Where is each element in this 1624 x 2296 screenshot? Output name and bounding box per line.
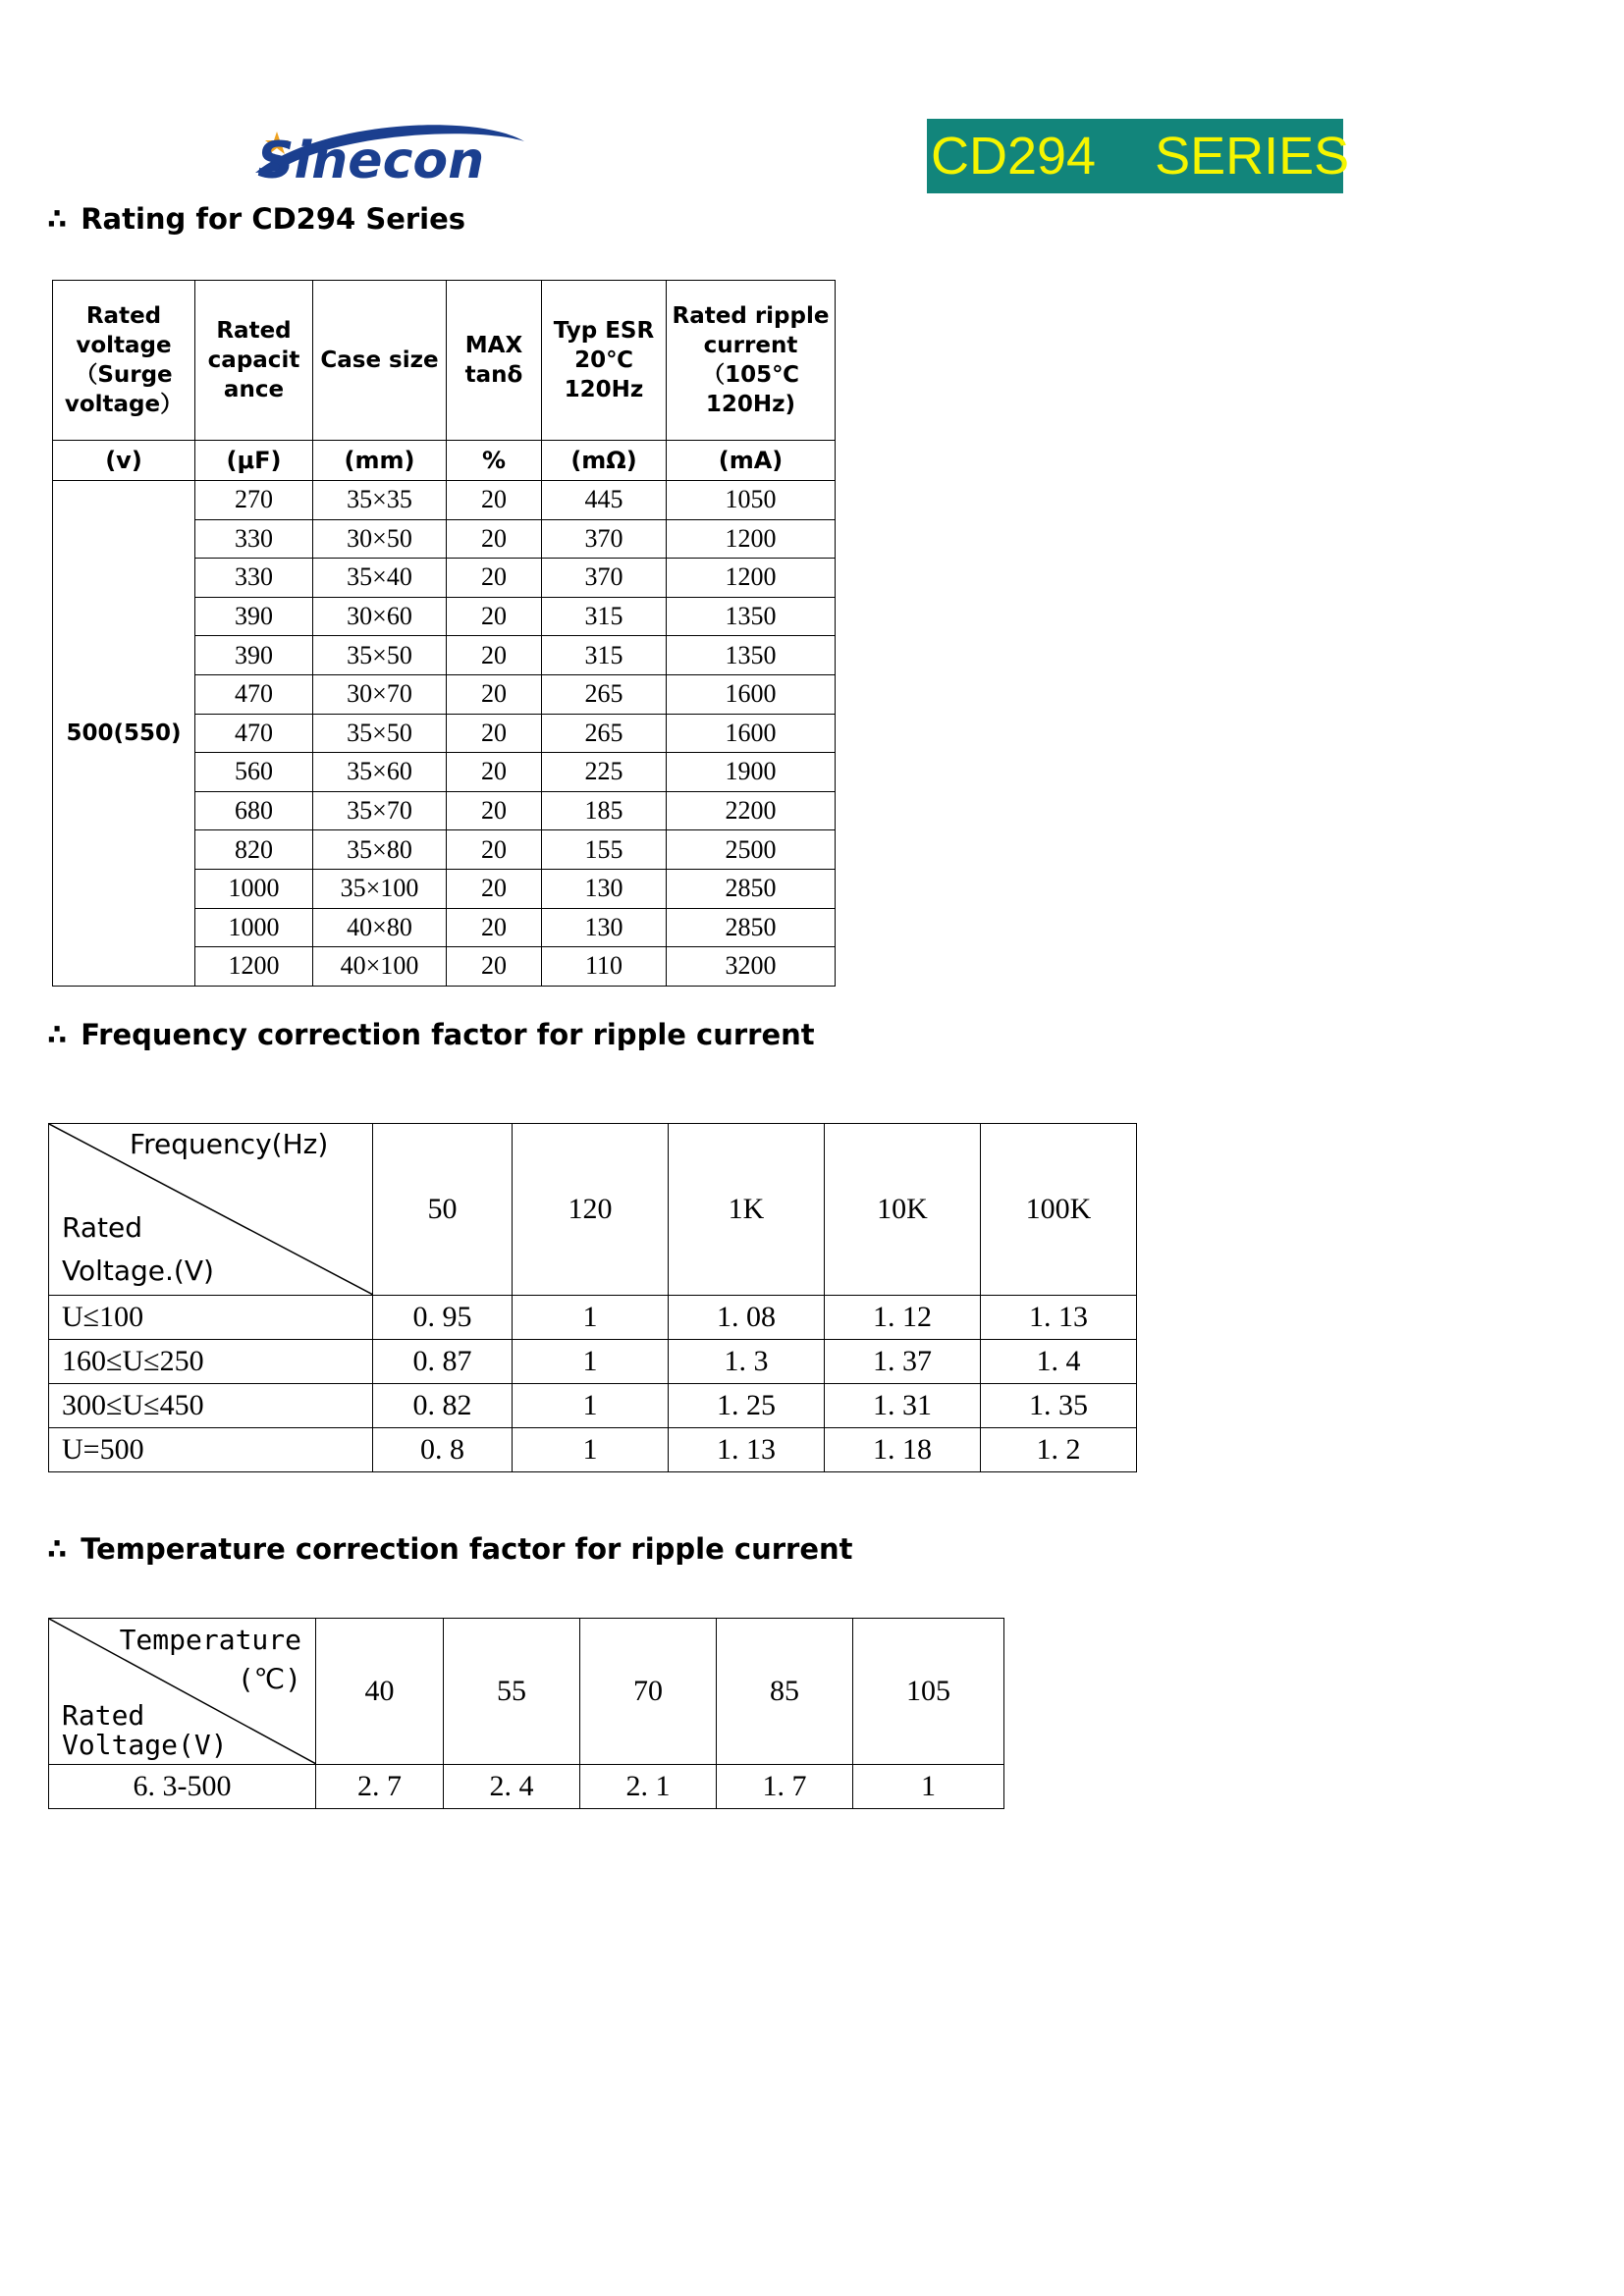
temperature-section-title	[47, 1532, 853, 1566]
table-row	[49, 1296, 1137, 1340]
voltage-range-label: U≤100	[49, 1296, 373, 1340]
table-cell: 20	[447, 908, 542, 947]
table-cell: 110	[542, 947, 667, 987]
table-cell: 445	[542, 481, 667, 520]
table-cell: 330	[195, 519, 313, 559]
table-cell: 1. 35	[981, 1384, 1137, 1428]
table-cell: 225	[542, 753, 667, 792]
sinecon-logo	[247, 112, 534, 196]
table-cell: 1000	[195, 908, 313, 947]
table-cell: 20	[447, 559, 542, 598]
table-row	[49, 1765, 1004, 1809]
table-cell: 1600	[667, 714, 836, 753]
series-badge: CD294 SERIES	[927, 119, 1343, 193]
unit-cell: (mΩ)	[542, 441, 667, 481]
voltage-range-label: U=500	[49, 1428, 373, 1472]
table-cell: 1. 13	[981, 1296, 1137, 1340]
table-cell: 1. 31	[825, 1384, 981, 1428]
frequency-axis-label: Frequency(Hz)	[130, 1128, 329, 1160]
table-cell: 20	[447, 674, 542, 714]
temperature-column-header: 105	[853, 1619, 1004, 1765]
table-cell: 35×80	[313, 830, 447, 870]
table-cell: 0. 8	[373, 1428, 513, 1472]
table-cell: 370	[542, 559, 667, 598]
table-cell: 1050	[667, 481, 836, 520]
temperature-column-header: 70	[580, 1619, 717, 1765]
table-cell: 1. 12	[825, 1296, 981, 1340]
temperature-label-line2: (℃)	[237, 1663, 301, 1695]
table-cell: 1200	[667, 559, 836, 598]
rating-header-row	[53, 281, 836, 441]
table-cell: 1	[513, 1340, 669, 1384]
table-cell: 35×100	[313, 869, 447, 908]
table-cell: 20	[447, 636, 542, 675]
column-header: MAX tanδ	[447, 281, 542, 441]
table-cell: 390	[195, 597, 313, 636]
table-cell: 35×40	[313, 559, 447, 598]
table-cell: 2. 1	[580, 1765, 717, 1809]
table-cell: 130	[542, 869, 667, 908]
table-row	[49, 1428, 1137, 1472]
unit-cell: (μF)	[195, 441, 313, 481]
table-cell: 560	[195, 753, 313, 792]
table-cell: 1. 7	[717, 1765, 853, 1809]
temperature-column-header: 55	[444, 1619, 580, 1765]
table-cell: 270	[195, 481, 313, 520]
table-cell: 2. 4	[444, 1765, 580, 1809]
unit-cell: (mA)	[667, 441, 836, 481]
table-cell: 1200	[195, 947, 313, 987]
table-cell: 1200	[667, 519, 836, 559]
table-cell: 40×80	[313, 908, 447, 947]
temperature-column-header: 85	[717, 1619, 853, 1765]
table-cell: 470	[195, 714, 313, 753]
therefore-icon: ∴	[47, 1532, 68, 1566]
table-cell: 0. 87	[373, 1340, 513, 1384]
table-cell: 1350	[667, 597, 836, 636]
rated-label-line1: Rated	[62, 1211, 142, 1244]
temperature-table	[48, 1618, 1004, 1809]
temperature-header-row	[49, 1619, 1004, 1765]
table-cell: 35×70	[313, 791, 447, 830]
table-cell: 2500	[667, 830, 836, 870]
table-cell: 265	[542, 674, 667, 714]
table-cell: 20	[447, 519, 542, 559]
frequency-column-header: 120	[513, 1124, 669, 1296]
table-row	[49, 1384, 1137, 1428]
rated-label-line2: Voltage(V)	[62, 1729, 228, 1761]
table-cell: 3200	[667, 947, 836, 987]
table-cell: 185	[542, 791, 667, 830]
table-cell: 130	[542, 908, 667, 947]
rating-section-title	[47, 202, 465, 236]
logo-text: Sinecon	[257, 132, 485, 190]
table-cell: 390	[195, 636, 313, 675]
column-header: Rated voltage（Surge voltage）	[53, 281, 195, 441]
unit-cell: (mm)	[313, 441, 447, 481]
table-cell: 1. 2	[981, 1428, 1137, 1472]
table-cell: 0. 95	[373, 1296, 513, 1340]
rating-title-text: Rating for CD294 Series	[81, 202, 466, 236]
table-cell: 1. 08	[669, 1296, 825, 1340]
column-header: Case size	[313, 281, 447, 441]
frequency-corner-cell	[49, 1124, 373, 1296]
column-header: Typ ESR 20℃ 120Hz	[542, 281, 667, 441]
table-cell: 315	[542, 636, 667, 675]
frequency-table	[48, 1123, 1137, 1472]
table-cell: 2200	[667, 791, 836, 830]
table-cell: 35×35	[313, 481, 447, 520]
table-cell: 820	[195, 830, 313, 870]
table-cell: 1. 3	[669, 1340, 825, 1384]
table-cell: 35×50	[313, 636, 447, 675]
frequency-column-header: 1K	[669, 1124, 825, 1296]
frequency-section-title	[47, 1018, 815, 1051]
table-cell: 40×100	[313, 947, 447, 987]
temperature-title-text: Temperature correction factor for ripple current	[81, 1532, 853, 1566]
table-cell: 1	[513, 1428, 669, 1472]
table-cell: 20	[447, 791, 542, 830]
table-cell: 265	[542, 714, 667, 753]
voltage-range-label: 300≤U≤450	[49, 1384, 373, 1428]
unit-cell: (v)	[53, 441, 195, 481]
unit-cell: %	[447, 441, 542, 481]
frequency-column-header: 100K	[981, 1124, 1137, 1296]
table-cell: 30×60	[313, 597, 447, 636]
rated-label-line2: Voltage.(V)	[62, 1255, 214, 1287]
table-cell: 20	[447, 869, 542, 908]
table-cell: 20	[447, 947, 542, 987]
table-cell: 35×60	[313, 753, 447, 792]
table-cell: 0. 82	[373, 1384, 513, 1428]
table-cell: 470	[195, 674, 313, 714]
table-cell: 155	[542, 830, 667, 870]
table-cell: 1350	[667, 636, 836, 675]
rated-voltage-axis-label	[62, 1701, 228, 1760]
column-header: Rated ripple current （105℃ 120Hz)	[667, 281, 836, 441]
table-cell: 1	[513, 1296, 669, 1340]
table-cell: 35×50	[313, 714, 447, 753]
table-cell: 1600	[667, 674, 836, 714]
table-cell: 1000	[195, 869, 313, 908]
frequency-column-header: 10K	[825, 1124, 981, 1296]
table-cell: 20	[447, 597, 542, 636]
table-row	[49, 1340, 1137, 1384]
temperature-column-header: 40	[316, 1619, 444, 1765]
table-row	[53, 481, 836, 520]
voltage-range-label: 160≤U≤250	[49, 1340, 373, 1384]
table-cell: 1. 13	[669, 1428, 825, 1472]
table-cell: 20	[447, 481, 542, 520]
rated-label-line1: Rated	[62, 1699, 145, 1732]
temperature-label-line1: Temperature	[119, 1624, 301, 1656]
table-cell: 1900	[667, 753, 836, 792]
table-cell: 30×50	[313, 519, 447, 559]
table-cell: 315	[542, 597, 667, 636]
frequency-header-row	[49, 1124, 1137, 1296]
table-cell: 1	[513, 1384, 669, 1428]
temperature-corner-cell	[49, 1619, 316, 1765]
rated-voltage-cell: 500(550)	[53, 481, 195, 987]
table-cell: 1. 37	[825, 1340, 981, 1384]
logo-graphic	[247, 112, 534, 196]
rated-voltage-axis-label	[62, 1206, 214, 1293]
temperature-axis-label	[120, 1621, 301, 1699]
therefore-icon: ∴	[47, 202, 68, 236]
frequency-column-header: 50	[373, 1124, 513, 1296]
table-cell: 2850	[667, 869, 836, 908]
table-cell: 330	[195, 559, 313, 598]
table-cell: 680	[195, 791, 313, 830]
column-header: Rated capacit ance	[195, 281, 313, 441]
voltage-range-label: 6. 3-500	[49, 1765, 316, 1809]
frequency-title-text: Frequency correction factor for ripple current	[81, 1018, 815, 1051]
table-cell: 30×70	[313, 674, 447, 714]
table-cell: 20	[447, 753, 542, 792]
table-cell: 1	[853, 1765, 1004, 1809]
table-cell: 20	[447, 714, 542, 753]
rating-table	[52, 280, 836, 987]
table-cell: 1. 25	[669, 1384, 825, 1428]
rating-units-row	[53, 441, 836, 481]
therefore-icon: ∴	[47, 1018, 68, 1051]
table-cell: 2850	[667, 908, 836, 947]
table-cell: 370	[542, 519, 667, 559]
table-cell: 1. 18	[825, 1428, 981, 1472]
table-cell: 20	[447, 830, 542, 870]
table-cell: 2. 7	[316, 1765, 444, 1809]
table-cell: 1. 4	[981, 1340, 1137, 1384]
